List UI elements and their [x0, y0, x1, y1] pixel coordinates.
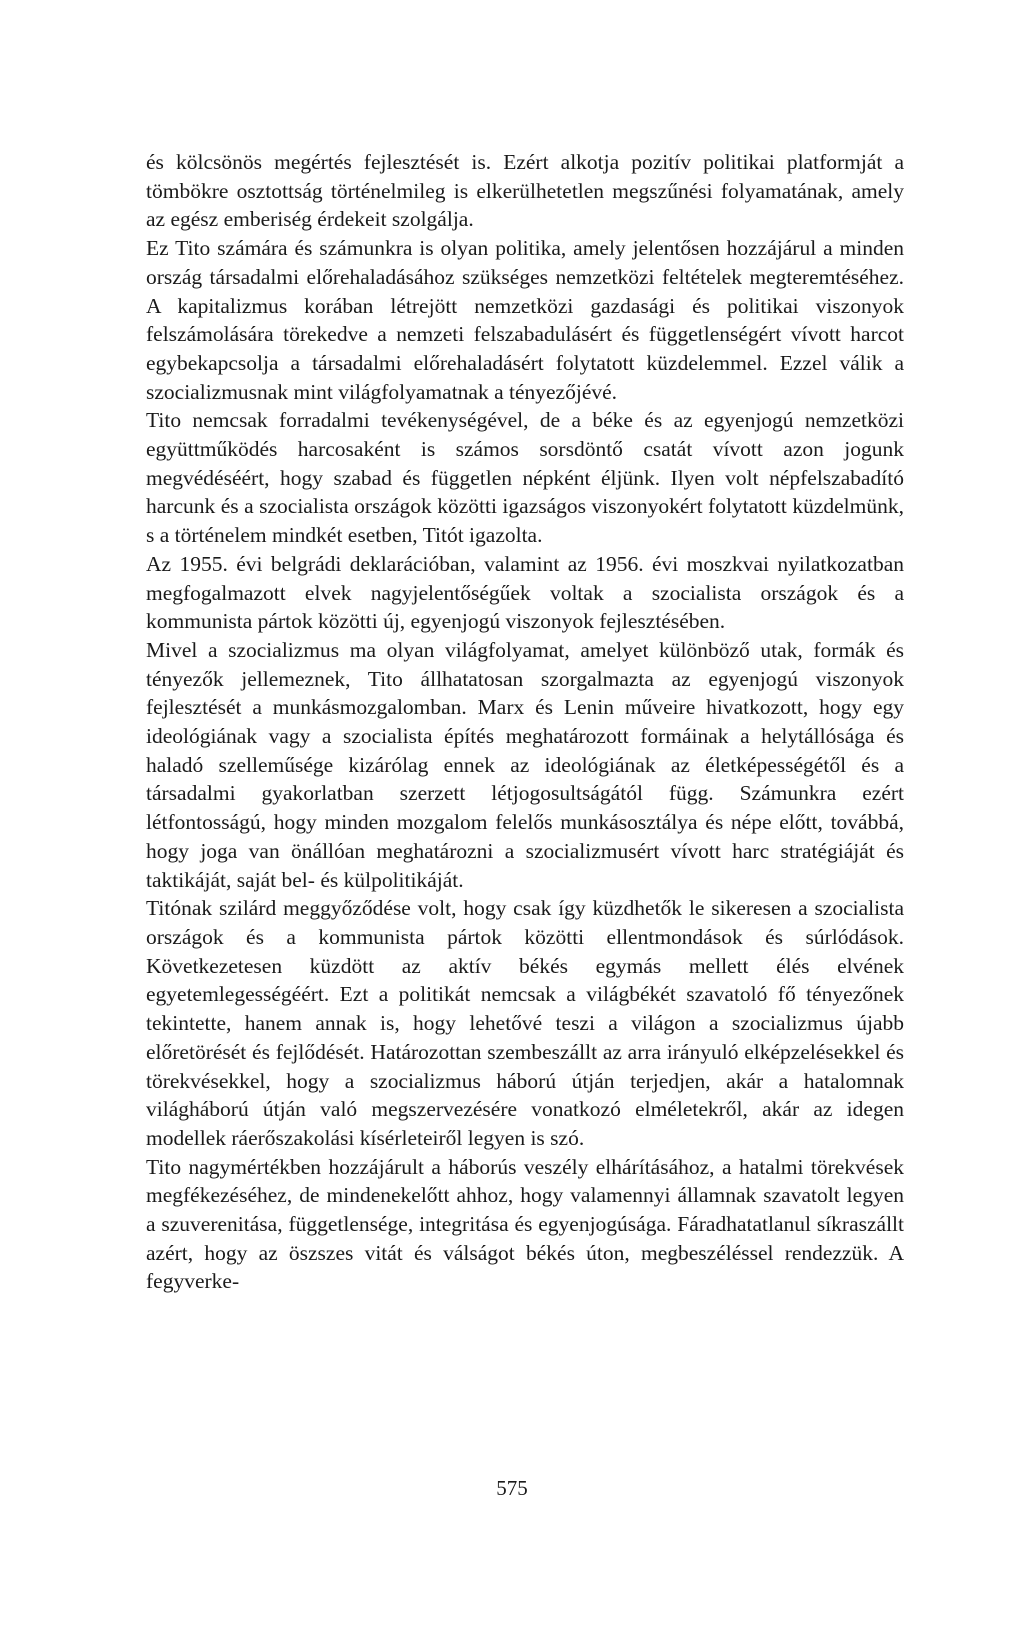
page-number: 575 [496, 1476, 528, 1500]
body-text [146, 148, 904, 1296]
paragraph-1: és kölcsönös megértés fejlesztését is. Ezért alkotja pozitív politikai platformját a tömbökre osztottság történelmileg is elkerülhetetlen megszűnési folyamatának, amely az egész emberiség érdekeit szolgálja. [146, 150, 904, 232]
paragraph-2: Ez Tito számára és számunkra is olyan politika, amely jelentősen hozzájárul a minden ország társadalmi előrehaladásához szükséges nemzetközi feltételek megteremtéséhez. A kapitalizmus korában létrejött nemzetközi gazdasági és politikai viszonyok felszámolására törekedve a nemzeti felszabadulásért és függetlenségért vívott harcot egybekapcsolja a társadalmi előrehaladásért folytatott küzdelemmel. Ezzel válik a szocializmusnak mint világfolyamatnak a tényezőjévé. [146, 236, 904, 404]
paragraph-5: Mivel a szocializmus ma olyan világfolyamat, amelyet különböző utak, formák és tényezők jellemeznek, Tito állhatatosan szorgalmazta az egyenjogú viszonyok fejlesztését a munkásmozgalomban. Marx és Lenin műveire hivatkozott, hogy egy ideológiának vagy a szocialista építés meghatározott formáinak a helytállósága és haladó szelleműsége kizárólag ennek az ideológiának az életképességétől és a társadalmi gyakorlatban szerzett létjogosultságától függ. Számunkra ezért létfontosságú, hogy minden mozgalom felelős munkásosztálya és népe előtt, továbbá, hogy joga van önállóan meghatározni a szocializmusért vívott harc stratégiáját és taktikáját, saját bel- és külpolitikáját. [146, 637, 904, 892]
paragraph-4: Az 1955. évi belgrádi deklarációban, valamint az 1956. évi moszkvai nyilatkozatban megfogalmazott elvek nagyjelentőségűek voltak a szocialista országok és a kommunista pártok közötti új, egyenjogú viszonyok fejlesztésében. [146, 551, 904, 634]
paragraph-7: Tito nagymértékben hozzájárult a háborús veszély elhárításához, a hatalmi törekvések megfékezéséhez, de mindenekelőtt ahhoz, hogy valamennyi államnak szavatolt legyen a szuverenitása, függetlensége, integritása és egyenjogúsága. Fáradhatatlanul síkraszállt azért, hogy az öszszes vitát és válságot békés úton, megbeszéléssel rendezzük. A fegyverke- [146, 1154, 904, 1294]
paragraph-6: Titónak szilárd meggyőződése volt, hogy csak így küzdhetők le sikeresen a szocialista országok és a kommunista pártok közötti ellentmondások és súrlódások. Következetesen küzdött az aktív békés egymás mellett élés elvének egyetemlegességéért. Ezt a politikát nemcsak a világbékét szavatoló fő tényezőnek tekintette, hanem annak is, hogy lehetővé teszi a világon a szocializmus újabb előretörését és fejlődését. Határozottan szembeszállt az arra irányuló elképzelésekkel és törekvésekkel, hogy a szocializmus háború útján terjedjen, akár a hatalomnak világháború útján való megszervezésére vonatkozó elméletekről, akár az idegen modellek ráerőszakolási kísérleteiről legyen is szó. [146, 896, 904, 1150]
paragraph-3: Tito nemcsak forradalmi tevékenységével, de a béke és az egyenjogú nemzetközi együttműködés harcosaként is számos sorsdöntő csatát vívott azon jogunk megvédéséért, hogy szabad és független népként éljünk. Ilyen volt népfelszabadító harcunk és a szocialista országok közötti igazságos viszonyokért folytatott küzdelmünk, s a történelem mindkét esetben, Titót igazolta. [146, 408, 904, 548]
